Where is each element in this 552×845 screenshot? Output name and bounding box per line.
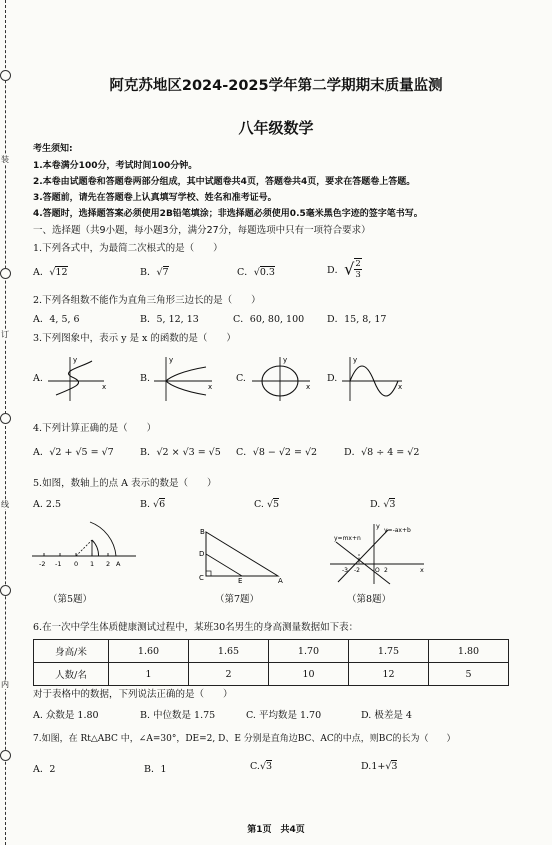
tick-label: -1	[55, 560, 62, 568]
question-2-stem: 2.下列各组数不能作为直角三角形三边长的是（ ）	[33, 295, 261, 306]
table-cell: 1	[109, 663, 189, 686]
q1-option-b	[140, 264, 169, 278]
q1-option-d	[327, 258, 362, 280]
radicand: 0.3	[259, 267, 275, 278]
q3-option-d-label: D.	[327, 373, 338, 384]
option-expression: √8 ÷ 4 = √2	[361, 447, 420, 458]
question-4-stem: 4.下列计算正确的是（ ）	[33, 423, 157, 434]
option-label: C．	[236, 447, 253, 458]
denominator: 3	[355, 270, 361, 280]
x-label: x	[398, 383, 403, 391]
option-label: C．	[237, 267, 254, 278]
radicand: 6	[159, 499, 166, 510]
radicand: 5	[273, 499, 280, 510]
fraction	[354, 258, 361, 280]
section-heading: 一、选择题（共9小题，每小题3分，满分27分，每题选项中只有一项符合要求）	[33, 225, 371, 236]
table-cell: 1.65	[189, 640, 269, 663]
q1-option-c	[237, 264, 275, 278]
question-6-sub: 对于表格中的数据，下列说法正确的是（ ）	[33, 689, 233, 700]
binding-hole-icon	[0, 750, 11, 761]
table-cell: 5	[429, 663, 509, 686]
x-label: x	[208, 383, 213, 391]
vertex-b-label: B	[200, 528, 205, 536]
y-label: y	[73, 356, 78, 364]
tick-label: 2	[384, 567, 388, 574]
q7-option-d: D.1+√3	[361, 761, 398, 772]
exam-subtitle: 八年级数学	[238, 119, 314, 137]
q3-graph-a	[46, 353, 108, 403]
figure-5-number-line	[30, 518, 140, 578]
q1-option-a	[33, 264, 68, 278]
q4-option-d	[344, 444, 419, 458]
question-6-stem: 6.在一次中学生体质健康测试过程中，某班30名男生的身高测量数据如下表：	[33, 622, 359, 633]
figure-5-caption: （第5题）	[48, 594, 93, 605]
line-2-label: y=-ax+b	[384, 527, 411, 534]
table-cell: 1.80	[429, 640, 509, 663]
segment-de	[206, 554, 242, 576]
option-expression: √2 × √3 = √5	[156, 447, 221, 458]
option-label: B．	[140, 447, 157, 458]
page-footer: 第1页 共4页	[247, 825, 305, 835]
point-e-label: E	[238, 577, 243, 584]
point-a-label: A	[116, 560, 121, 568]
table-row	[34, 663, 509, 686]
notice-item: 4.答题时，选择题答案必须使用2B铅笔填涂；非选择题必须使用0.5毫米黑色字迹的签字笔书写。	[33, 209, 423, 219]
y-label: y	[376, 522, 380, 530]
binding-char: 装	[1, 155, 9, 164]
q7-option-b: B．1	[144, 764, 167, 775]
binding-char: 订	[1, 330, 9, 339]
sqrt-icon: √	[253, 267, 260, 278]
q3-graph-d	[340, 353, 406, 403]
tick-label: -2	[354, 567, 360, 574]
figure-7-caption: （第7题）	[215, 594, 260, 605]
q6-option-d: D. 极差是 4	[361, 710, 412, 721]
binding-hole-icon	[0, 268, 11, 279]
q4-option-c	[236, 444, 317, 458]
q7-option-a: A．2	[33, 764, 56, 775]
option-label: B．	[140, 267, 157, 278]
notice-item: 1.本卷满分100分，考试时间100分钟。	[33, 161, 198, 171]
notice-item: 2.本卷由试题卷和答题卷两部分组成，其中试题卷共4页，答题卷共4页，要求在答题卷上答题。	[33, 177, 416, 187]
vertex-c-label: C	[199, 574, 204, 582]
question-3-stem: 3.下列图象中，表示 y 是 x 的函数的是（ ）	[33, 333, 236, 344]
option-expression: √8 − √2 = √2	[252, 447, 318, 458]
y-label: y	[169, 356, 174, 364]
numerator: 2	[355, 259, 361, 269]
q3-option-a-label: A.	[33, 373, 43, 384]
radicand: 12	[55, 267, 68, 278]
option-label: C.	[250, 761, 260, 772]
table-cell: 1.75	[349, 640, 429, 663]
table-header-cell: 身高/米	[34, 640, 109, 663]
point-d-label: D	[199, 550, 205, 558]
question-1-stem: 1.下列各式中，为最简二次根式的是（ ）	[33, 243, 223, 254]
tick-label: -2	[39, 560, 46, 568]
q4-option-b	[140, 444, 221, 458]
q6-option-b: B. 中位数是 1.75	[140, 710, 216, 721]
option-prefix: 1+	[371, 761, 386, 772]
table-cell: 1.70	[269, 640, 349, 663]
q3-graph-c	[250, 353, 312, 403]
q5-option-c: C. √5	[254, 499, 280, 510]
table-cell: 12	[349, 663, 429, 686]
q3-option-c-label: C.	[236, 373, 246, 384]
q2-option-d: D．15, 8, 17	[327, 314, 387, 325]
origin-label: O	[375, 567, 380, 574]
q2-option-c: C．60, 80, 100	[233, 314, 305, 325]
option-label: D.	[361, 761, 372, 772]
figure-7-triangle	[196, 524, 286, 584]
figure-8-caption: （第8题）	[347, 594, 392, 605]
binding-char: 内	[1, 680, 9, 689]
binding-hole-icon	[0, 413, 11, 424]
q6-option-a: A. 众数是 1.80	[33, 710, 99, 721]
q5-option-b: B. √6	[140, 499, 166, 510]
vertex-a-label: A	[278, 577, 283, 584]
sqrt-icon: √	[344, 259, 355, 279]
q5-option-a: A. 2.5	[33, 499, 62, 510]
option-label: A．	[33, 267, 50, 278]
triangle-abc	[206, 532, 278, 576]
line-y-ax-b	[336, 542, 390, 584]
radicand: 3	[391, 761, 398, 772]
q2-option-a: A．4, 5, 6	[33, 314, 80, 325]
option-label: D.	[370, 499, 381, 510]
radicand: 3	[389, 499, 396, 510]
arc	[92, 540, 99, 556]
q7-option-c: C.√3	[250, 761, 273, 772]
q4-option-a	[33, 444, 114, 458]
y-label: y	[353, 356, 358, 364]
tick-label: 1	[90, 560, 95, 568]
sqrt-icon: √	[49, 267, 56, 278]
exam-title: 阿克苏地区2024-2025学年第二学期期末质量监测	[109, 78, 443, 94]
table-cell: 2	[189, 663, 269, 686]
binding-char: 线	[1, 500, 9, 509]
hypotenuse-dashed	[76, 540, 92, 556]
option-label: B.	[140, 499, 151, 510]
figure-8-lines	[328, 520, 428, 586]
table-row	[34, 640, 509, 663]
x-label: x	[102, 383, 107, 391]
x-label: x	[420, 566, 424, 574]
right-angle-mark	[206, 571, 211, 576]
option-label: D．	[344, 447, 362, 458]
y-label: y	[283, 356, 288, 364]
notice-heading: 考生须知:	[33, 144, 73, 154]
q6-option-c: C. 平均数是 1.70	[246, 710, 322, 721]
radicand: 3	[266, 761, 273, 772]
table-cell: 10	[269, 663, 349, 686]
binding-hole-icon	[0, 585, 11, 596]
line-1-label: y=mx+n	[334, 535, 361, 542]
q3-graph-b	[152, 353, 214, 403]
q5-option-d: D. √3	[370, 499, 396, 510]
curve	[56, 361, 92, 395]
option-label: C.	[254, 499, 264, 510]
height-data-table	[33, 639, 509, 686]
notice-item: 3.答题前，请先在答题卷上认真填写学校、姓名和准考证号。	[33, 193, 277, 203]
option-label: D．	[327, 265, 345, 276]
sqrt-icon: √	[156, 267, 163, 278]
tick-label: 2	[106, 560, 111, 568]
q2-option-b: B．5, 12, 13	[140, 314, 199, 325]
table-cell: 1.60	[109, 640, 189, 663]
q3-option-b-label: B.	[140, 373, 151, 384]
table-header-cell: 人数/名	[34, 663, 109, 686]
option-expression: √2 + √5 = √7	[49, 447, 114, 458]
question-5-stem: 5.如图，数轴上的点 A 表示的数是（ ）	[33, 478, 217, 489]
tick-label: 0	[74, 560, 79, 568]
tick-label: -3	[342, 567, 348, 574]
question-7-stem: 7.如图，在 Rt△ABC 中，∠A=30°，DE=2, D、E 分别是直角边BC、AC的中点，则BC的长为（ ）	[33, 734, 456, 744]
outer-arc	[90, 522, 116, 556]
radicand: 7	[162, 267, 169, 278]
option-label: A．	[33, 447, 50, 458]
x-label: x	[306, 383, 311, 391]
